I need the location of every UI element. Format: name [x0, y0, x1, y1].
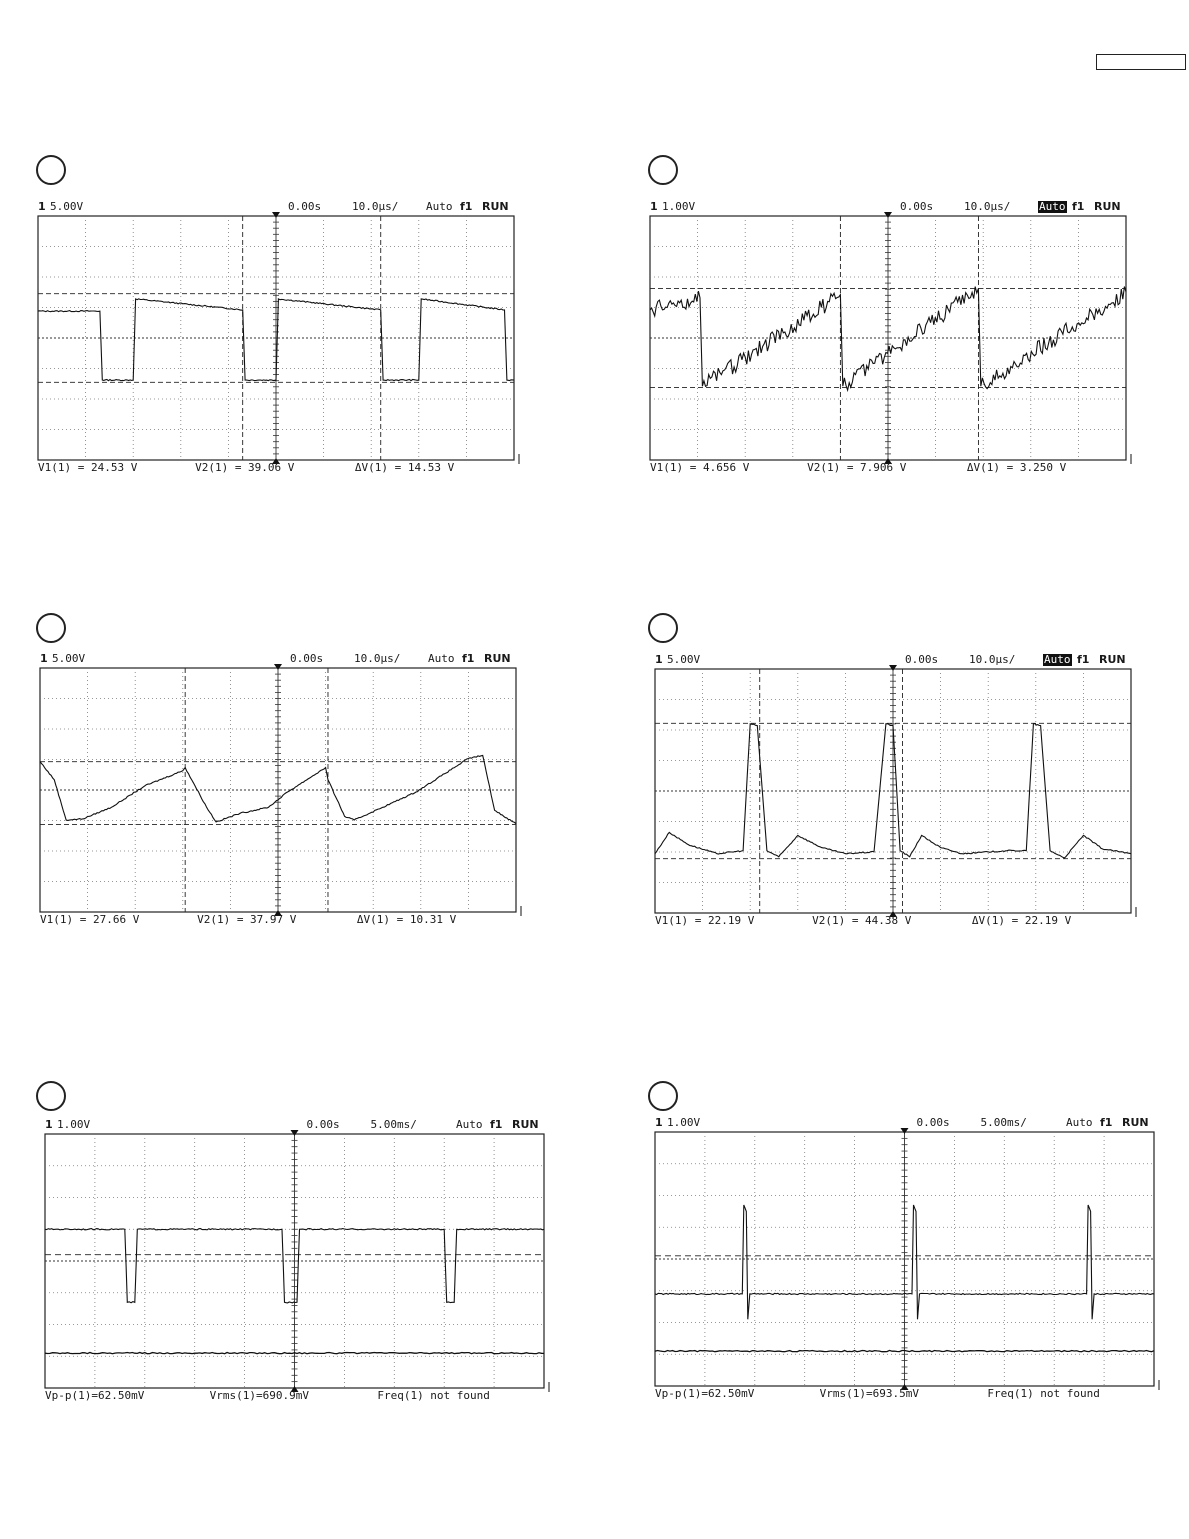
run-status: RUN: [1099, 653, 1126, 666]
volts-per-div: 1.00V: [57, 1118, 91, 1131]
figure-marker-4: [648, 613, 678, 643]
scope-panel-5: [43, 1118, 556, 1404]
channel-number: 1: [45, 1118, 53, 1131]
scope-screen: [653, 653, 1143, 929]
measurement-readout: Freq(1) not found: [377, 1389, 490, 1402]
measurement-readout: V1(1) = 22.19 V: [655, 914, 755, 927]
channel-number: 1: [40, 652, 48, 665]
trigger-position-marker: [291, 1130, 299, 1136]
timebase-readout: 10.0µs/: [964, 200, 1011, 213]
scope-panel-3: [38, 652, 528, 928]
run-status: RUN: [482, 200, 509, 213]
trigger-position-marker: [884, 212, 892, 218]
measurement-readout: V1(1) = 4.656 V: [650, 461, 750, 474]
trigger-mode: Auto: [456, 1118, 483, 1131]
trigger-mode: Auto: [1044, 653, 1071, 666]
measurement-readout: V2(1) = 39.06 V: [195, 461, 295, 474]
measurement-readout: ΔV(1) = 3.250 V: [966, 461, 1067, 474]
volts-per-div: 5.00V: [52, 652, 86, 665]
trigger-mode: Auto: [428, 652, 455, 665]
volts-per-div: 5.00V: [50, 200, 84, 213]
measurement-readout: Freq(1) not found: [987, 1387, 1100, 1400]
trigger-source: f1: [462, 652, 475, 665]
timebase-readout: 5.00ms/: [980, 1116, 1027, 1129]
run-status: RUN: [512, 1118, 539, 1131]
measurement-readout: V2(1) = 44.38 V: [812, 914, 912, 927]
trigger-mode: Auto: [1066, 1116, 1093, 1129]
figure-marker-3: [36, 613, 66, 643]
delay-readout: 0.00s: [905, 653, 939, 666]
delay-readout: 0.00s: [290, 652, 324, 665]
trigger-position-marker: [272, 212, 280, 218]
trigger-source: f1: [460, 200, 473, 213]
delay-readout: 0.00s: [900, 200, 934, 213]
delay-readout: 0.00s: [916, 1116, 950, 1129]
figure-marker-5: [36, 1081, 66, 1111]
trigger-position-marker: [901, 1128, 909, 1134]
run-status: RUN: [1094, 200, 1121, 213]
measurement-readout: Vrms(1)=693.5mV: [819, 1387, 919, 1400]
measurement-readout: V1(1) = 27.66 V: [40, 913, 140, 926]
scope-panel-1: [36, 200, 526, 476]
run-status: RUN: [484, 652, 511, 665]
measurement-readout: Vp-p(1)=62.50mV: [45, 1389, 145, 1402]
measurement-readout: ΔV(1) = 10.31 V: [356, 913, 457, 926]
measurement-readout: ΔV(1) = 14.53 V: [354, 461, 455, 474]
figure-marker-2: [648, 155, 678, 185]
run-status: RUN: [1122, 1116, 1149, 1129]
scope-screen: [648, 200, 1138, 476]
channel-number: 1: [38, 200, 46, 213]
page-tag-box: [1096, 54, 1186, 70]
channel-number: 1: [650, 200, 658, 213]
measurement-readout: ΔV(1) = 22.19 V: [971, 914, 1072, 927]
scope-panel-4: [653, 653, 1143, 929]
scope-panel-2: [648, 200, 1138, 476]
scope-footer: [36, 462, 526, 476]
timebase-readout: 10.0µs/: [352, 200, 399, 213]
timebase-readout: 10.0µs/: [969, 653, 1016, 666]
timebase-readout: 5.00ms/: [370, 1118, 417, 1131]
scope-footer: [648, 462, 1138, 476]
trigger-source: f1: [490, 1118, 503, 1131]
measurement-readout: V2(1) = 37.97 V: [197, 913, 297, 926]
scope-footer: [653, 915, 1143, 929]
measurement-readout: Vrms(1)=690.9mV: [209, 1389, 309, 1402]
channel-number: 1: [655, 653, 663, 666]
scope-panel-6: [653, 1116, 1166, 1402]
volts-per-div: 1.00V: [667, 1116, 701, 1129]
delay-readout: 0.00s: [288, 200, 322, 213]
scope-screen: [653, 1116, 1166, 1402]
scope-screen: [43, 1118, 556, 1404]
scope-footer: [38, 914, 528, 928]
trigger-source: f1: [1100, 1116, 1113, 1129]
delay-readout: 0.00s: [306, 1118, 340, 1131]
scope-footer: [653, 1388, 1166, 1402]
figure-marker-1: [36, 155, 66, 185]
timebase-readout: 10.0µs/: [354, 652, 401, 665]
volts-per-div: 5.00V: [667, 653, 701, 666]
trigger-mode: Auto: [1039, 200, 1066, 213]
figure-marker-6: [648, 1081, 678, 1111]
trigger-position-marker: [889, 665, 897, 671]
scope-screen: [36, 200, 526, 476]
trigger-mode: Auto: [426, 200, 453, 213]
measurement-readout: V1(1) = 24.53 V: [38, 461, 138, 474]
trigger-source: f1: [1077, 653, 1090, 666]
trigger-source: f1: [1072, 200, 1085, 213]
channel-number: 1: [655, 1116, 663, 1129]
measurement-readout: Vp-p(1)=62.50mV: [655, 1387, 755, 1400]
scope-screen: [38, 652, 528, 928]
measurement-readout: V2(1) = 7.906 V: [807, 461, 907, 474]
scope-footer: [43, 1390, 556, 1404]
volts-per-div: 1.00V: [662, 200, 696, 213]
trigger-position-marker: [274, 664, 282, 670]
